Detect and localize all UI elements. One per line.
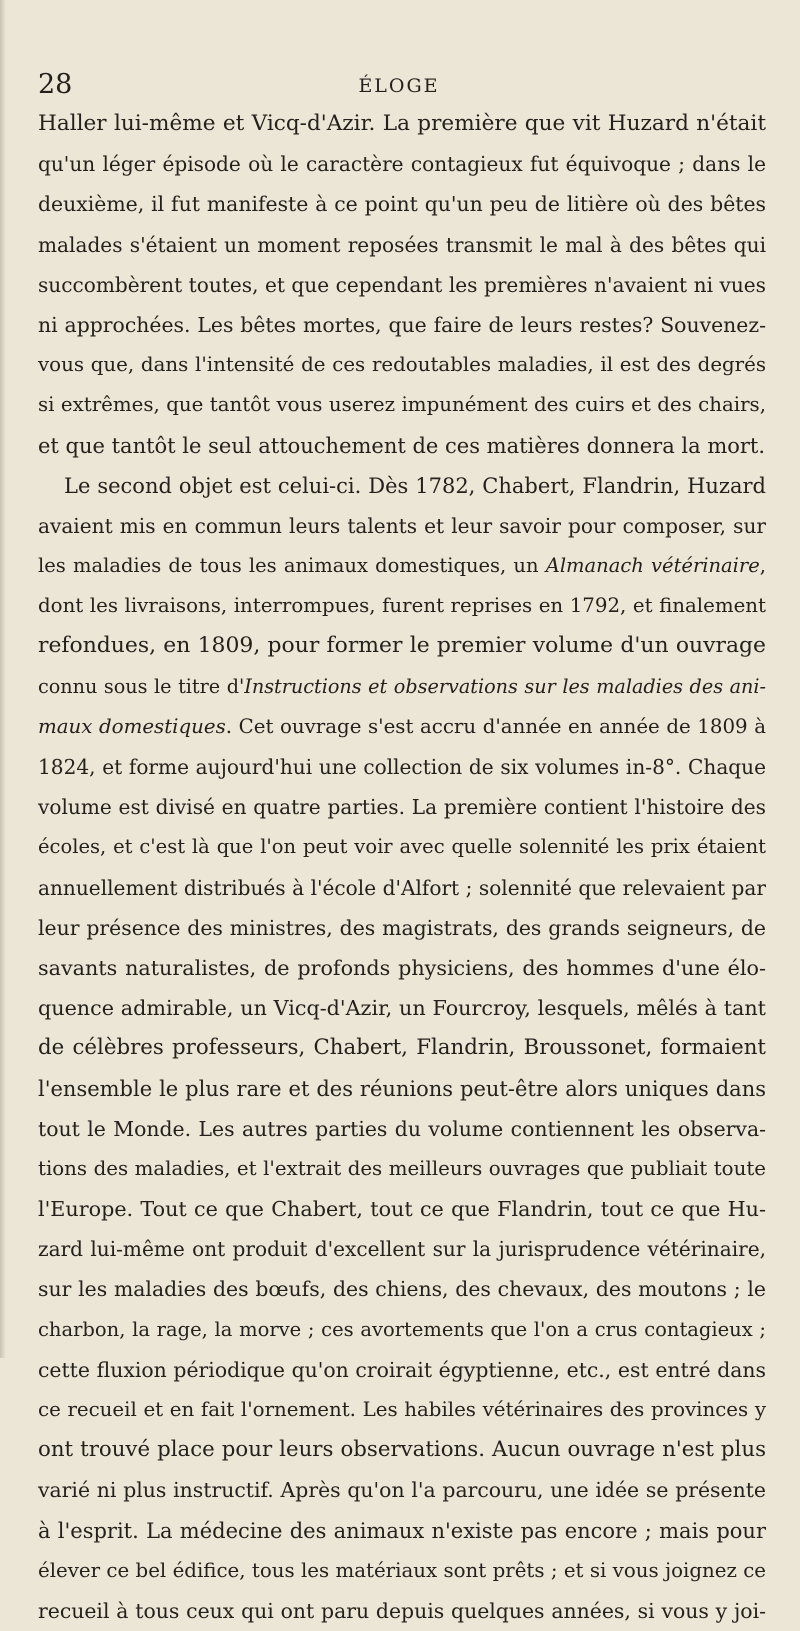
text-line: les maladies de tous les animaux domestiques, un Almanach vétérinaire,	[38, 554, 766, 578]
text-line: succombèrent toutes, et que cependant les premières n'avaient ni vues	[38, 272, 766, 297]
body-text	[38, 104, 766, 1631]
text-line: quence admirable, un Vicq-d'Azir, un Fourcroy, lesquels, mêlés à tant	[38, 996, 766, 1021]
text-line: de célèbres professeurs, Chabert, Flandrin, Broussonet, formaient	[38, 1035, 766, 1061]
text-line: ni approchées. Les bêtes mortes, que faire de leurs restes? Souvenez-	[38, 312, 766, 337]
text-line: vous que, dans l'intensité de ces redoutables maladies, il est des degrés	[38, 353, 766, 377]
text-line: volume est divisé en quatre parties. La première contient l'histoire des	[38, 795, 766, 820]
text-line: charbon, la rage, la morve ; ces avortements que l'on a crus contagieux ;	[38, 1317, 766, 1341]
text-line: tout le Monde. Les autres parties du volume contiennent les observa-	[38, 1116, 766, 1141]
text-line: savants naturalistes, de profonds physiciens, des hommes d'une élo-	[38, 955, 766, 980]
text-line: 1824, et forme aujourd'hui une collection de six volumes in-8°. Chaque	[38, 755, 766, 779]
text-line: cette fluxion périodique qu'on croirait égyptienne, etc., est entré dans	[38, 1357, 766, 1382]
text-line: varié ni plus instructif. Après qu'on l'a parcouru, une idée se présente	[38, 1478, 766, 1503]
text-line: Haller lui-même et Vicq-d'Azir. La première que vit Huzard n'était	[38, 111, 766, 136]
text-line: refondues, en 1809, pour former le premier volume d'un ouvrage	[38, 633, 766, 659]
text-line: ce recueil et en fait l'ornement. Les habiles vétérinaires des provinces y	[38, 1398, 766, 1421]
page-edge	[0, 0, 6, 1358]
text-line: zard lui-même ont produit d'excellent sur la jurisprudence vétérinaire,	[38, 1237, 766, 1262]
text-line: à l'esprit. La médecine des animaux n'existe pas encore ; mais pour	[38, 1518, 766, 1543]
text-line: ont trouvé place pour leurs observations. Aucun ouvrage n'est plus	[38, 1437, 766, 1463]
text-line: malades s'étaient un moment reposées transmit le mal à des bêtes qui	[38, 232, 766, 257]
text-line: et que tantôt le seul attouchement de ces matières donnera la mort.	[38, 433, 766, 458]
text-line: leur présence des ministres, des magistrats, des grands seigneurs, de	[38, 915, 766, 940]
text-line: l'ensemble le plus rare et des réunions peut-être alors uniques dans	[38, 1076, 766, 1101]
running-title: ÉLOGE	[358, 75, 440, 97]
text-line: écoles, et c'est là que l'on peut voir avec quelle solennité les prix étaient	[38, 835, 766, 859]
text-line: élever ce bel édifice, tous les matériaux sont prêts ; et si vous joignez ce	[38, 1558, 766, 1582]
text-line: Le second objet est celui-ci. Dès 1782, Chabert, Flandrin, Huzard	[64, 473, 766, 498]
text-line: deuxième, il fut manifeste à ce point qu'un peu de litière où des bêtes	[38, 192, 766, 217]
text-line: recueil à tous ceux qui ont paru depuis quelques années, si vous y joi-	[38, 1598, 766, 1623]
text-line: annuellement distribués à l'école d'Alfort ; solennité que relevaient par	[38, 875, 766, 900]
text-line: avaient mis en commun leurs talents et leur savoir pour composer, sur	[38, 513, 766, 538]
text-line: dont les livraisons, interrompues, furent reprises en 1792, et finalement	[38, 594, 766, 618]
page-header	[38, 70, 760, 100]
text-line: connu sous le titre d'Instructions et observations sur les maladies des ani-	[38, 674, 766, 698]
page-number: 28	[38, 69, 73, 100]
text-line: sur les maladies des bœufs, des chiens, des chevaux, des moutons ; le	[38, 1277, 766, 1302]
text-line: maux domestiques. Cet ouvrage s'est accru d'année en année de 1809 à	[38, 714, 766, 738]
text-line: l'Europe. Tout ce que Chabert, tout ce que Flandrin, tout ce que Hu-	[38, 1197, 766, 1222]
text-line: si extrêmes, que tantôt vous userez impunément des cuirs et des chairs,	[38, 393, 766, 417]
text-line: tions des maladies, et l'extrait des meilleurs ouvrages que publiait toute	[38, 1156, 766, 1180]
text-line: qu'un léger épisode où le caractère contagieux fut équivoque ; dans le	[38, 152, 766, 177]
